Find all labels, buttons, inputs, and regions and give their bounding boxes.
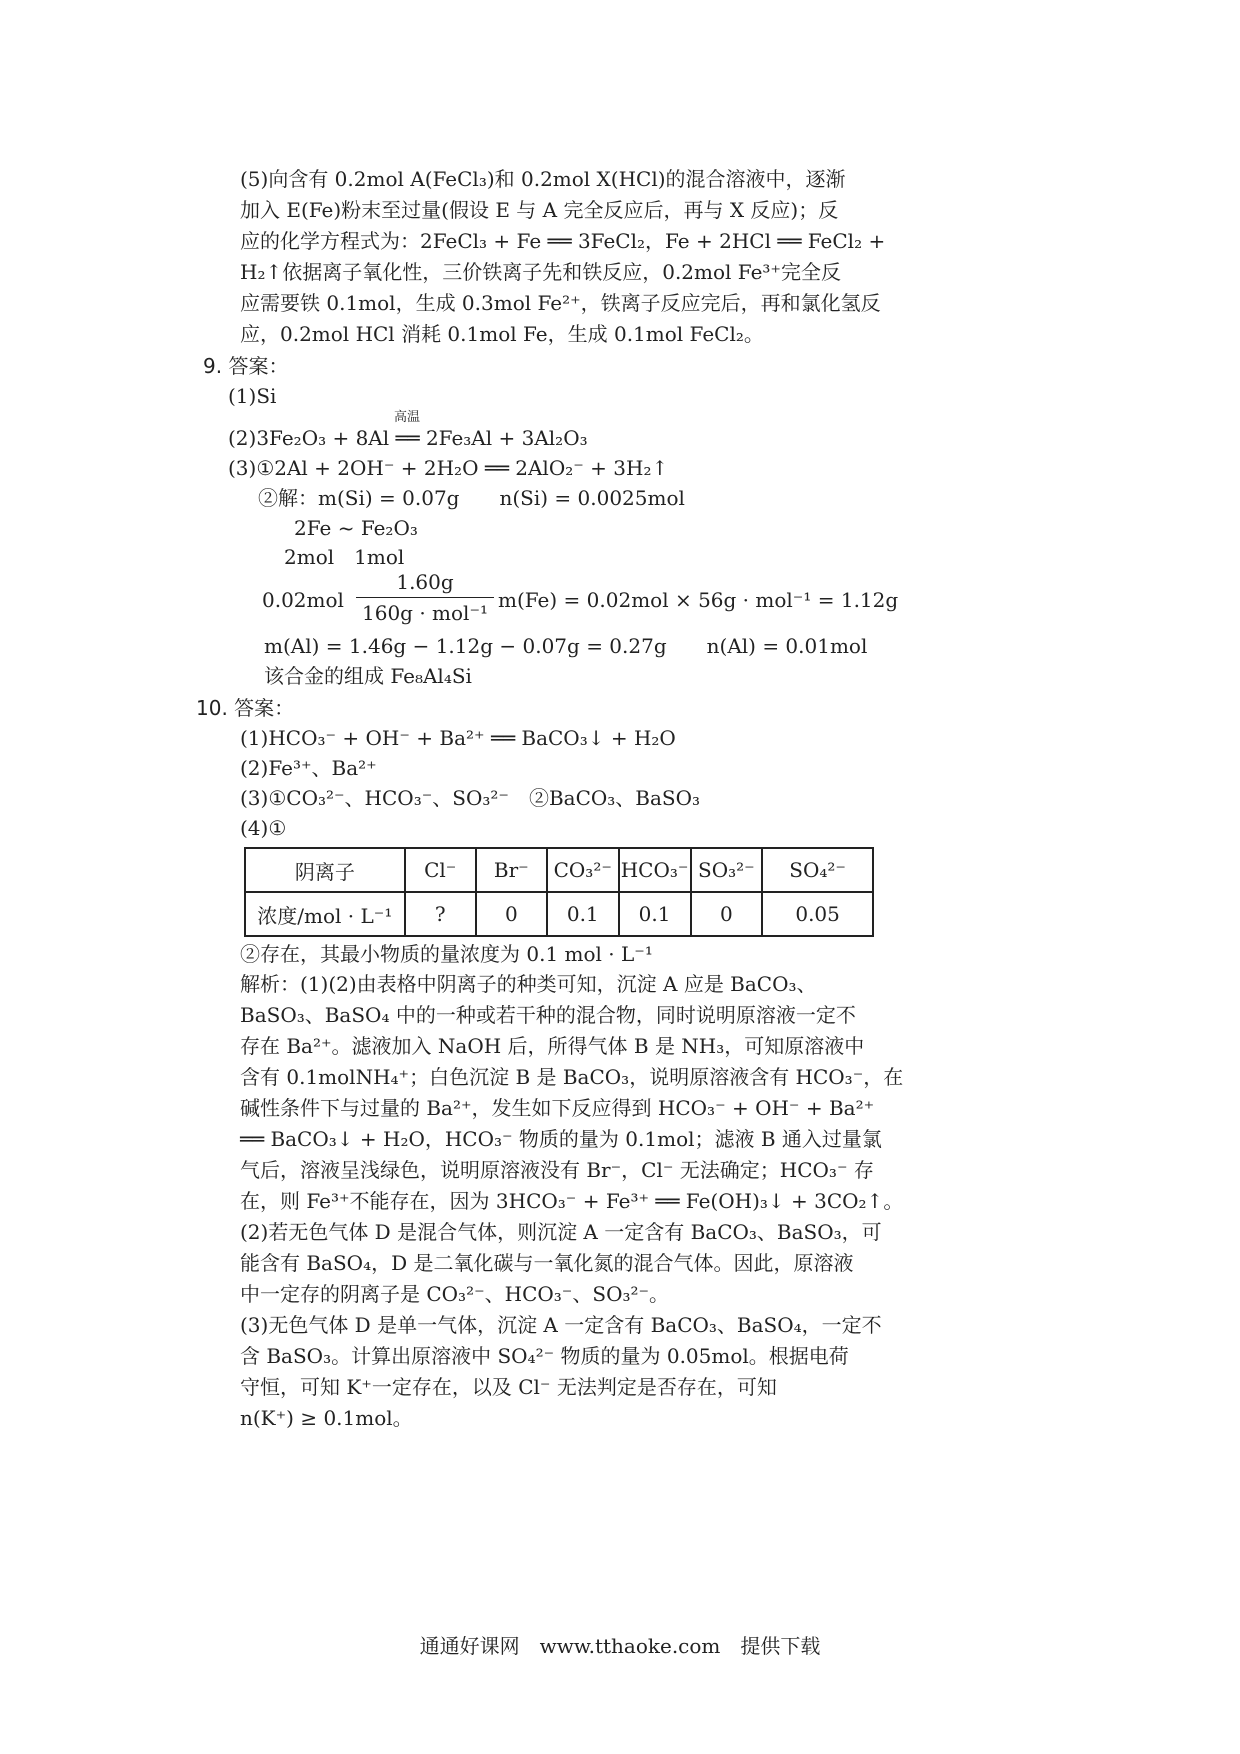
analysis-line: (2)若无色气体 D 是混合气体，则沉淀 A 一定含有 BaCO₃、BaSO₃，可 bbox=[240, 1220, 882, 1244]
q10-part4-2: ②存在，其最小物质的量浓度为 0.1 mol · L⁻¹ bbox=[240, 942, 653, 966]
analysis-line: 在，则 Fe³⁺不能存在，因为 3HCO₃⁻ + Fe³⁺ ══ Fe(OH)₃↓ + 3CO₂↑。 bbox=[240, 1189, 904, 1213]
q8-line-1: (5)向含有 0.2mol A(FeCl₃)和 0.2mol X(HCl)的混合溶液中，逐渐 bbox=[240, 167, 846, 191]
q9-heading: 9. 答案： bbox=[203, 354, 289, 378]
analysis-line: 中一定存的阴离子是 CO₃²⁻、HCO₃⁻、SO₃²⁻。 bbox=[240, 1282, 670, 1306]
q9-reaction-condition: 高温 bbox=[394, 410, 421, 425]
analysis-line: 碱性条件下与过量的 Ba²⁺，发生如下反应得到 HCO₃⁻ + OH⁻ + Ba²⁺ bbox=[240, 1096, 875, 1120]
table-value-br: 0 bbox=[476, 892, 547, 936]
table-row bbox=[245, 848, 873, 892]
q10-part2: (2)Fe³⁺、Ba²⁺ bbox=[240, 756, 377, 780]
q9-relation-1: 2Fe ~ Fe₂O₃ bbox=[294, 516, 418, 540]
analysis-line: ══ BaCO₃↓ + H₂O，HCO₃⁻ 物质的量为 0.1mol；滤液 B 通入过量氯 bbox=[240, 1127, 882, 1151]
table-ion-hco3: HCO₃⁻ bbox=[619, 848, 691, 892]
q10-part1: (1)HCO₃⁻ + OH⁻ + Ba²⁺ ══ BaCO₃↓ + H₂O bbox=[240, 726, 676, 750]
q9-calc-al: m(Al) = 1.46g − 1.12g − 0.07g = 0.27g n(Al) = 0.01mol bbox=[264, 634, 868, 658]
q10-heading: 10. 答案： bbox=[196, 696, 295, 720]
table-ion-cl: Cl⁻ bbox=[405, 848, 476, 892]
table-row-label: 浓度/mol · L⁻¹ bbox=[245, 892, 405, 936]
q9-conclusion: 该合金的组成 Fe₈Al₄Si bbox=[264, 664, 472, 688]
q9-relation-2: 2mol 1mol bbox=[284, 545, 405, 569]
table-ion-co3: CO₃²⁻ bbox=[547, 848, 619, 892]
q8-line-3: 应的化学方程式为：2FeCl₃ + Fe ══ 3FeCl₂，Fe + 2HCl ══ FeCl₂ + bbox=[240, 229, 886, 253]
table-value-cl: ? bbox=[405, 892, 476, 936]
analysis-line: 守恒，可知 K⁺一定存在，以及 Cl⁻ 无法判定是否存在，可知 bbox=[240, 1375, 777, 1399]
analysis-line: 解析：(1)(2)由表格中阴离子的种类可知，沉淀 A 应是 BaCO₃、 bbox=[240, 972, 817, 996]
q9-fraction-numerator: 1.60g bbox=[356, 569, 494, 598]
table-value-so3: 0 bbox=[691, 892, 763, 936]
analysis-line: (3)无色气体 D 是单一气体，沉淀 A 一定含有 BaCO₃、BaSO₄，一定不 bbox=[240, 1313, 882, 1337]
table-ion-so4: SO₄²⁻ bbox=[762, 848, 873, 892]
q8-line-4: H₂↑依据离子氧化性，三价铁离子先和铁反应，0.2mol Fe³⁺完全反 bbox=[240, 260, 841, 284]
q9-calc-fe: m(Fe) = 0.02mol × 56g · mol⁻¹ = 1.12g bbox=[498, 588, 899, 612]
table-header-label: 阴离子 bbox=[245, 848, 405, 892]
analysis-line: 气后，溶液呈浅绿色，说明原溶液没有 Br⁻，Cl⁻ 无法确定；HCO₃⁻ 存 bbox=[240, 1158, 874, 1182]
q9-part1: (1)Si bbox=[228, 384, 277, 408]
q9-part3-2: ②解：m(Si) = 0.07g n(Si) = 0.0025mol bbox=[258, 486, 685, 510]
table-ion-br: Br⁻ bbox=[476, 848, 547, 892]
analysis-line: 能含有 BaSO₄，D 是二氧化碳与一氧化氮的混合气体。因此，原溶液 bbox=[240, 1251, 854, 1275]
q9-calc-moles: 0.02mol bbox=[262, 588, 344, 612]
analysis-line: 含 BaSO₃。计算出原溶液中 SO₄²⁻ 物质的量为 0.05mol。根据电荷 bbox=[240, 1344, 849, 1368]
analysis-line: 含有 0.1molNH₄⁺；白色沉淀 B 是 BaCO₃，说明原溶液含有 HCO₃⁻，在 bbox=[240, 1065, 904, 1089]
q9-fraction bbox=[356, 569, 494, 626]
table-value-so4: 0.05 bbox=[762, 892, 873, 936]
table-value-hco3: 0.1 bbox=[619, 892, 691, 936]
q10-part4: (4)① bbox=[240, 816, 287, 840]
analysis-line: 存在 Ba²⁺。滤液加入 NaOH 后，所得气体 B 是 NH₃，可知原溶液中 bbox=[240, 1034, 865, 1058]
q9-fraction-denominator: 160g · mol⁻¹ bbox=[362, 601, 489, 625]
q8-line-5: 应需要铁 0.1mol，生成 0.3mol Fe²⁺，铁离子反应完后，再和氯化氢反 bbox=[240, 291, 881, 315]
footer-credit: 通通好课网 www.tthaoke.com 提供下载 bbox=[419, 1634, 821, 1658]
q8-line-2: 加入 E(Fe)粉末至过量(假设 E 与 A 完全反应后，再与 X 反应)；反 bbox=[240, 198, 839, 222]
anion-concentration-table bbox=[244, 847, 874, 937]
table-row bbox=[245, 892, 873, 936]
table-ion-so3: SO₃²⁻ bbox=[691, 848, 763, 892]
table-value-co3: 0.1 bbox=[547, 892, 619, 936]
q9-part2: (2)3Fe₂O₃ + 8Al ══ 2Fe₃Al + 3Al₂O₃ bbox=[228, 426, 588, 450]
analysis-line: BaSO₃、BaSO₄ 中的一种或若干种的混合物，同时说明原溶液一定不 bbox=[240, 1003, 856, 1027]
q9-part3-1: (3)①2Al + 2OH⁻ + 2H₂O ══ 2AlO₂⁻ + 3H₂↑ bbox=[228, 456, 669, 480]
q10-part3: (3)①CO₃²⁻、HCO₃⁻、SO₃²⁻ ②BaCO₃、BaSO₃ bbox=[240, 786, 701, 810]
analysis-line: n(K⁺) ≥ 0.1mol。 bbox=[240, 1406, 413, 1430]
q8-line-6: 应，0.2mol HCl 消耗 0.1mol Fe，生成 0.1mol FeCl₂。 bbox=[240, 322, 764, 346]
